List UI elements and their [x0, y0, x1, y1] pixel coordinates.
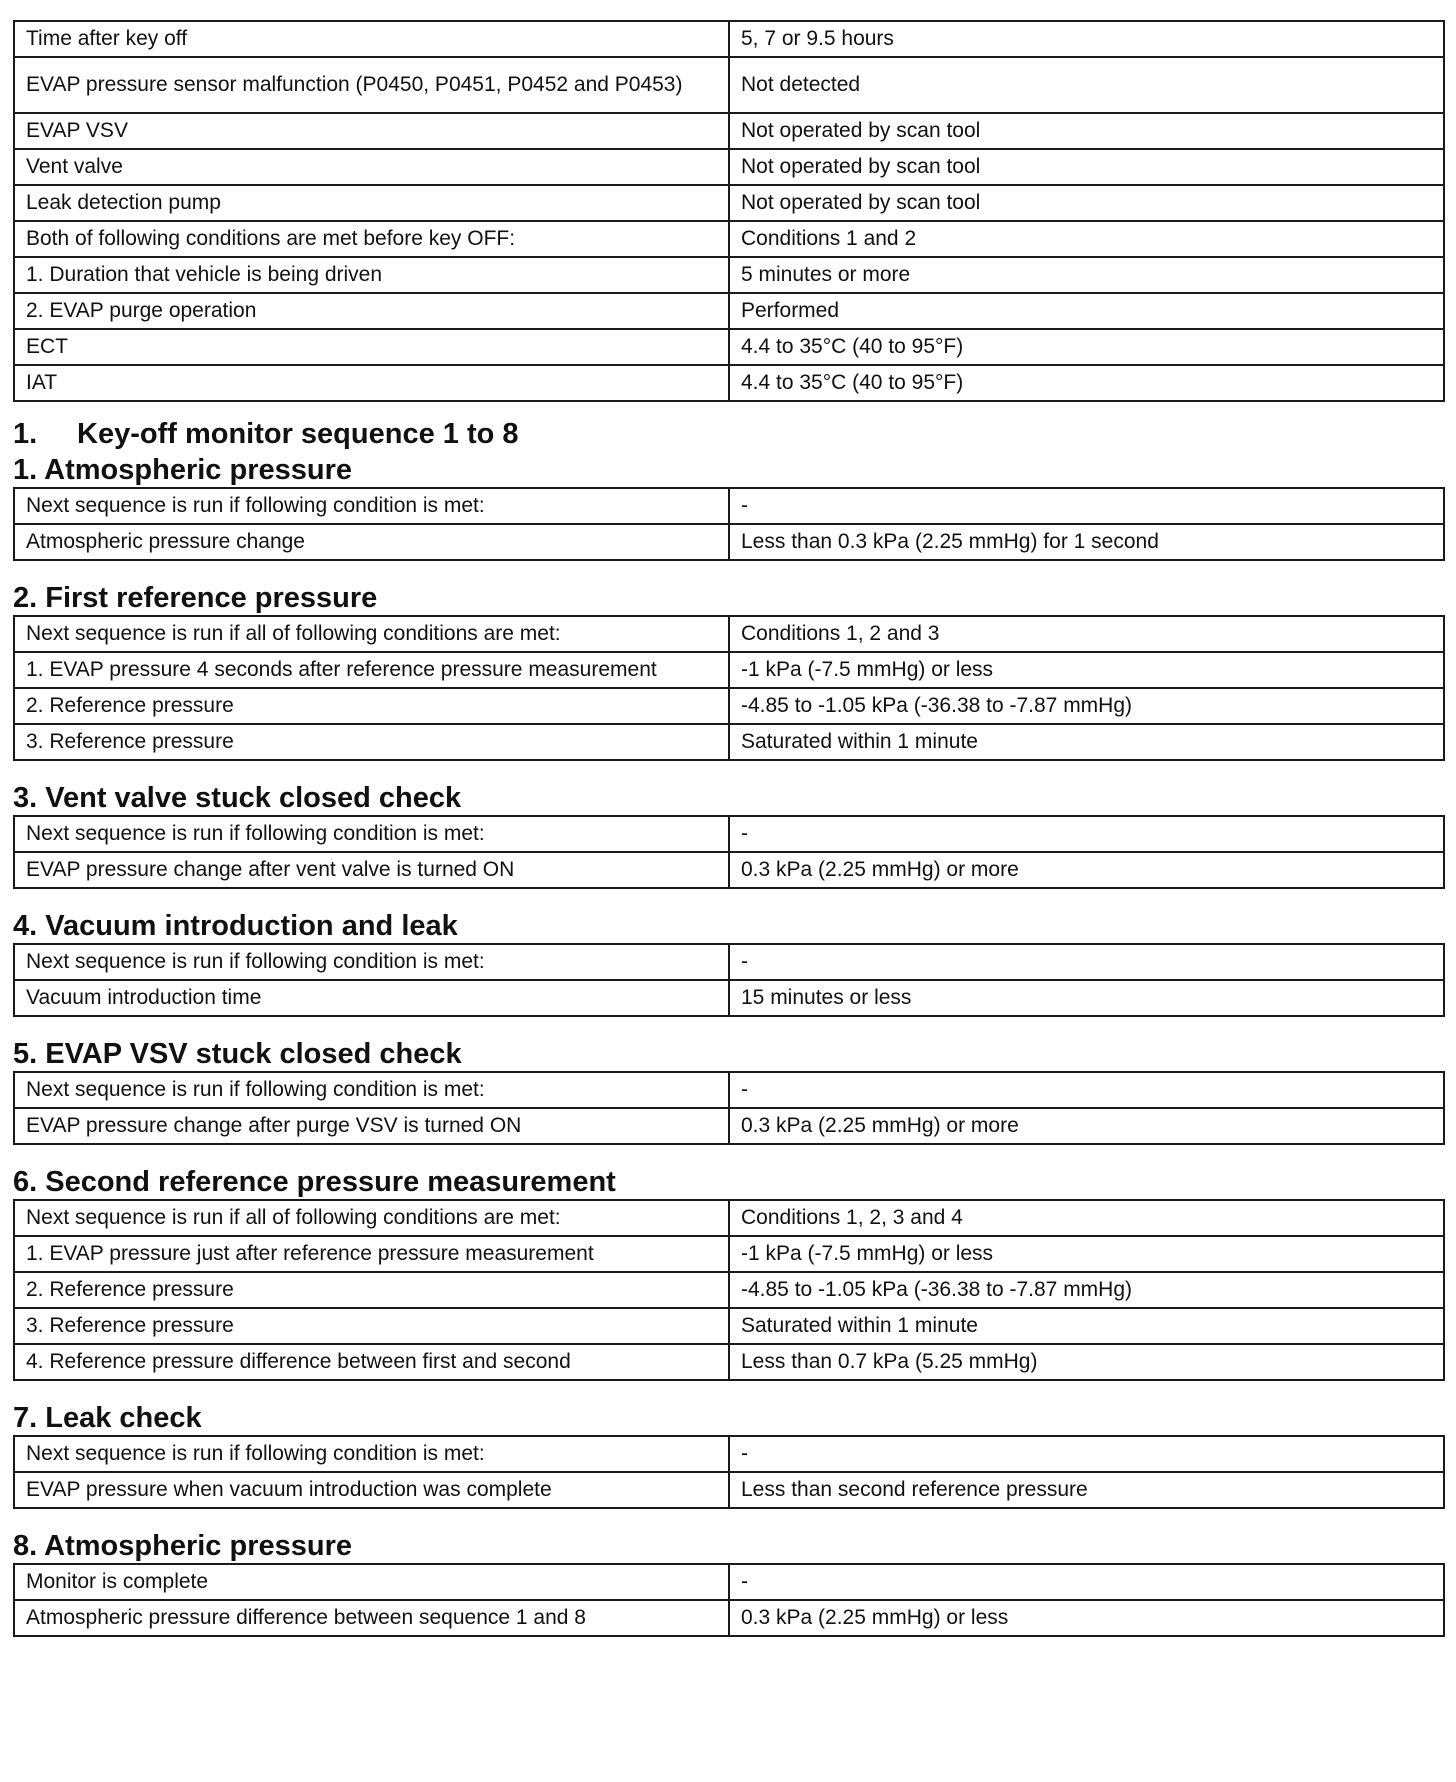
- table-row: [14, 1236, 1444, 1272]
- table-row: [14, 113, 1444, 149]
- table-row: [14, 616, 1444, 652]
- table-row: [14, 1308, 1444, 1344]
- row-label: Monitor is complete: [14, 1564, 729, 1600]
- table-row: [14, 944, 1444, 980]
- row-label: Next sequence is run if following condition is met:: [14, 1436, 729, 1472]
- sequence-table: [13, 815, 1445, 889]
- section-title: 1. Atmospheric pressure: [13, 454, 352, 486]
- sequence-section-3: [13, 781, 1443, 889]
- row-label: Next sequence is run if following condition is met:: [14, 944, 729, 980]
- row-label: Next sequence is run if following condition is met:: [14, 1072, 729, 1108]
- table-row: [14, 688, 1444, 724]
- row-value: -: [729, 944, 1444, 980]
- condition-value: Not operated by scan tool: [729, 185, 1444, 221]
- sequence-section-4: [13, 909, 1443, 1017]
- sequence-table: [13, 1199, 1445, 1381]
- sequence-section-5: [13, 1037, 1443, 1145]
- row-label: EVAP pressure change after purge VSV is turned ON: [14, 1108, 729, 1144]
- table-row: [14, 1472, 1444, 1508]
- row-value: Less than 0.7 kPa (5.25 mmHg): [729, 1344, 1444, 1380]
- sequence-section-6: [13, 1165, 1443, 1381]
- table-row: [14, 1272, 1444, 1308]
- table-row: [14, 816, 1444, 852]
- condition-label: IAT: [14, 365, 729, 401]
- table-row: [14, 1344, 1444, 1380]
- row-label: 2. Reference pressure: [14, 1272, 729, 1308]
- monitor-heading: [13, 417, 1443, 451]
- table-row: [14, 185, 1444, 221]
- sequence-section-7: [13, 1401, 1443, 1509]
- section-title: 6. Second reference pressure measurement: [13, 1166, 616, 1198]
- condition-label: Leak detection pump: [14, 185, 729, 221]
- table-row: [14, 724, 1444, 760]
- row-value: Conditions 1, 2 and 3: [729, 616, 1444, 652]
- row-value: -: [729, 1072, 1444, 1108]
- table-row: [14, 1072, 1444, 1108]
- row-value: -: [729, 1436, 1444, 1472]
- row-value: Saturated within 1 minute: [729, 1308, 1444, 1344]
- row-value: Saturated within 1 minute: [729, 724, 1444, 760]
- sequence-table: [13, 1563, 1445, 1637]
- table-row: [14, 1108, 1444, 1144]
- row-value: -: [729, 816, 1444, 852]
- table-row: [14, 652, 1444, 688]
- table-row: [14, 980, 1444, 1016]
- row-label: 3. Reference pressure: [14, 1308, 729, 1344]
- row-value: Conditions 1, 2, 3 and 4: [729, 1200, 1444, 1236]
- condition-label: ECT: [14, 329, 729, 365]
- sequence-section-2: [13, 581, 1443, 761]
- section-title: 5. EVAP VSV stuck closed check: [13, 1038, 462, 1070]
- section-title: 3. Vent valve stuck closed check: [13, 782, 462, 814]
- row-label: 3. Reference pressure: [14, 724, 729, 760]
- row-value: 0.3 kPa (2.25 mmHg) or more: [729, 1108, 1444, 1144]
- condition-value: Not operated by scan tool: [729, 149, 1444, 185]
- row-label: 1. EVAP pressure just after reference pressure measurement: [14, 1236, 729, 1272]
- row-value: -1 kPa (-7.5 mmHg) or less: [729, 652, 1444, 688]
- row-label: 2. Reference pressure: [14, 688, 729, 724]
- condition-value: Not operated by scan tool: [729, 113, 1444, 149]
- condition-value: 4.4 to 35°C (40 to 95°F): [729, 365, 1444, 401]
- row-value: -4.85 to -1.05 kPa (-36.38 to -7.87 mmHg): [729, 688, 1444, 724]
- row-value: 0.3 kPa (2.25 mmHg) or less: [729, 1600, 1444, 1636]
- condition-value: 4.4 to 35°C (40 to 95°F): [729, 329, 1444, 365]
- table-row: [14, 1600, 1444, 1636]
- row-label: Vacuum introduction time: [14, 980, 729, 1016]
- row-label: 1. EVAP pressure 4 seconds after reference pressure measurement: [14, 652, 729, 688]
- row-value: Less than 0.3 kPa (2.25 mmHg) for 1 second: [729, 524, 1444, 560]
- condition-value: 5, 7 or 9.5 hours: [729, 21, 1444, 57]
- table-row: [14, 1564, 1444, 1600]
- row-value: Less than second reference pressure: [729, 1472, 1444, 1508]
- sequence-section-1: [13, 453, 1443, 561]
- condition-label: Vent valve: [14, 149, 729, 185]
- row-label: Atmospheric pressure difference between sequence 1 and 8: [14, 1600, 729, 1636]
- condition-value: Performed: [729, 293, 1444, 329]
- section-title: 2. First reference pressure: [13, 582, 378, 614]
- table-row: [14, 365, 1444, 401]
- table-row: [14, 1200, 1444, 1236]
- table-row: [14, 21, 1444, 57]
- table-row: [14, 852, 1444, 888]
- row-label: Next sequence is run if all of following conditions are met:: [14, 616, 729, 652]
- monitor-heading-title: Key-off monitor sequence 1 to 8: [77, 418, 519, 450]
- table-row: [14, 149, 1444, 185]
- sequence-section-8: [13, 1529, 1443, 1637]
- table-row: [14, 329, 1444, 365]
- condition-value: Conditions 1 and 2: [729, 221, 1444, 257]
- table-row: [14, 1436, 1444, 1472]
- condition-value: 5 minutes or more: [729, 257, 1444, 293]
- condition-label: EVAP pressure sensor malfunction (P0450, P0451, P0452 and P0453): [14, 57, 729, 113]
- section-title: 7. Leak check: [13, 1402, 202, 1434]
- sequence-table: [13, 1071, 1445, 1145]
- sequence-table: [13, 615, 1445, 761]
- condition-label: 1. Duration that vehicle is being driven: [14, 257, 729, 293]
- document-page: [13, 20, 1443, 1637]
- table-row: [14, 57, 1444, 113]
- row-label: Next sequence is run if following condition is met:: [14, 816, 729, 852]
- row-value: 15 minutes or less: [729, 980, 1444, 1016]
- section-title: 8. Atmospheric pressure: [13, 1530, 352, 1562]
- section-title: 4. Vacuum introduction and leak: [13, 910, 458, 942]
- table-row: [14, 257, 1444, 293]
- row-label: Next sequence is run if following condition is met:: [14, 488, 729, 524]
- sequence-table: [13, 943, 1445, 1017]
- conditions-table: [13, 20, 1445, 402]
- row-label: 4. Reference pressure difference between first and second: [14, 1344, 729, 1380]
- row-value: -1 kPa (-7.5 mmHg) or less: [729, 1236, 1444, 1272]
- row-label: EVAP pressure when vacuum introduction was complete: [14, 1472, 729, 1508]
- row-label: Atmospheric pressure change: [14, 524, 729, 560]
- row-value: -: [729, 1564, 1444, 1600]
- table-row: [14, 293, 1444, 329]
- sequence-table: [13, 487, 1445, 561]
- row-value: -4.85 to -1.05 kPa (-36.38 to -7.87 mmHg): [729, 1272, 1444, 1308]
- row-value: -: [729, 488, 1444, 524]
- row-label: Next sequence is run if all of following conditions are met:: [14, 1200, 729, 1236]
- condition-label: Time after key off: [14, 21, 729, 57]
- condition-label: Both of following conditions are met before key OFF:: [14, 221, 729, 257]
- condition-label: EVAP VSV: [14, 113, 729, 149]
- condition-value: Not detected: [729, 57, 1444, 113]
- table-row: [14, 221, 1444, 257]
- monitor-heading-number: 1.: [13, 418, 38, 450]
- row-value: 0.3 kPa (2.25 mmHg) or more: [729, 852, 1444, 888]
- table-row: [14, 488, 1444, 524]
- row-label: EVAP pressure change after vent valve is turned ON: [14, 852, 729, 888]
- table-row: [14, 524, 1444, 560]
- sequence-table: [13, 1435, 1445, 1509]
- condition-label: 2. EVAP purge operation: [14, 293, 729, 329]
